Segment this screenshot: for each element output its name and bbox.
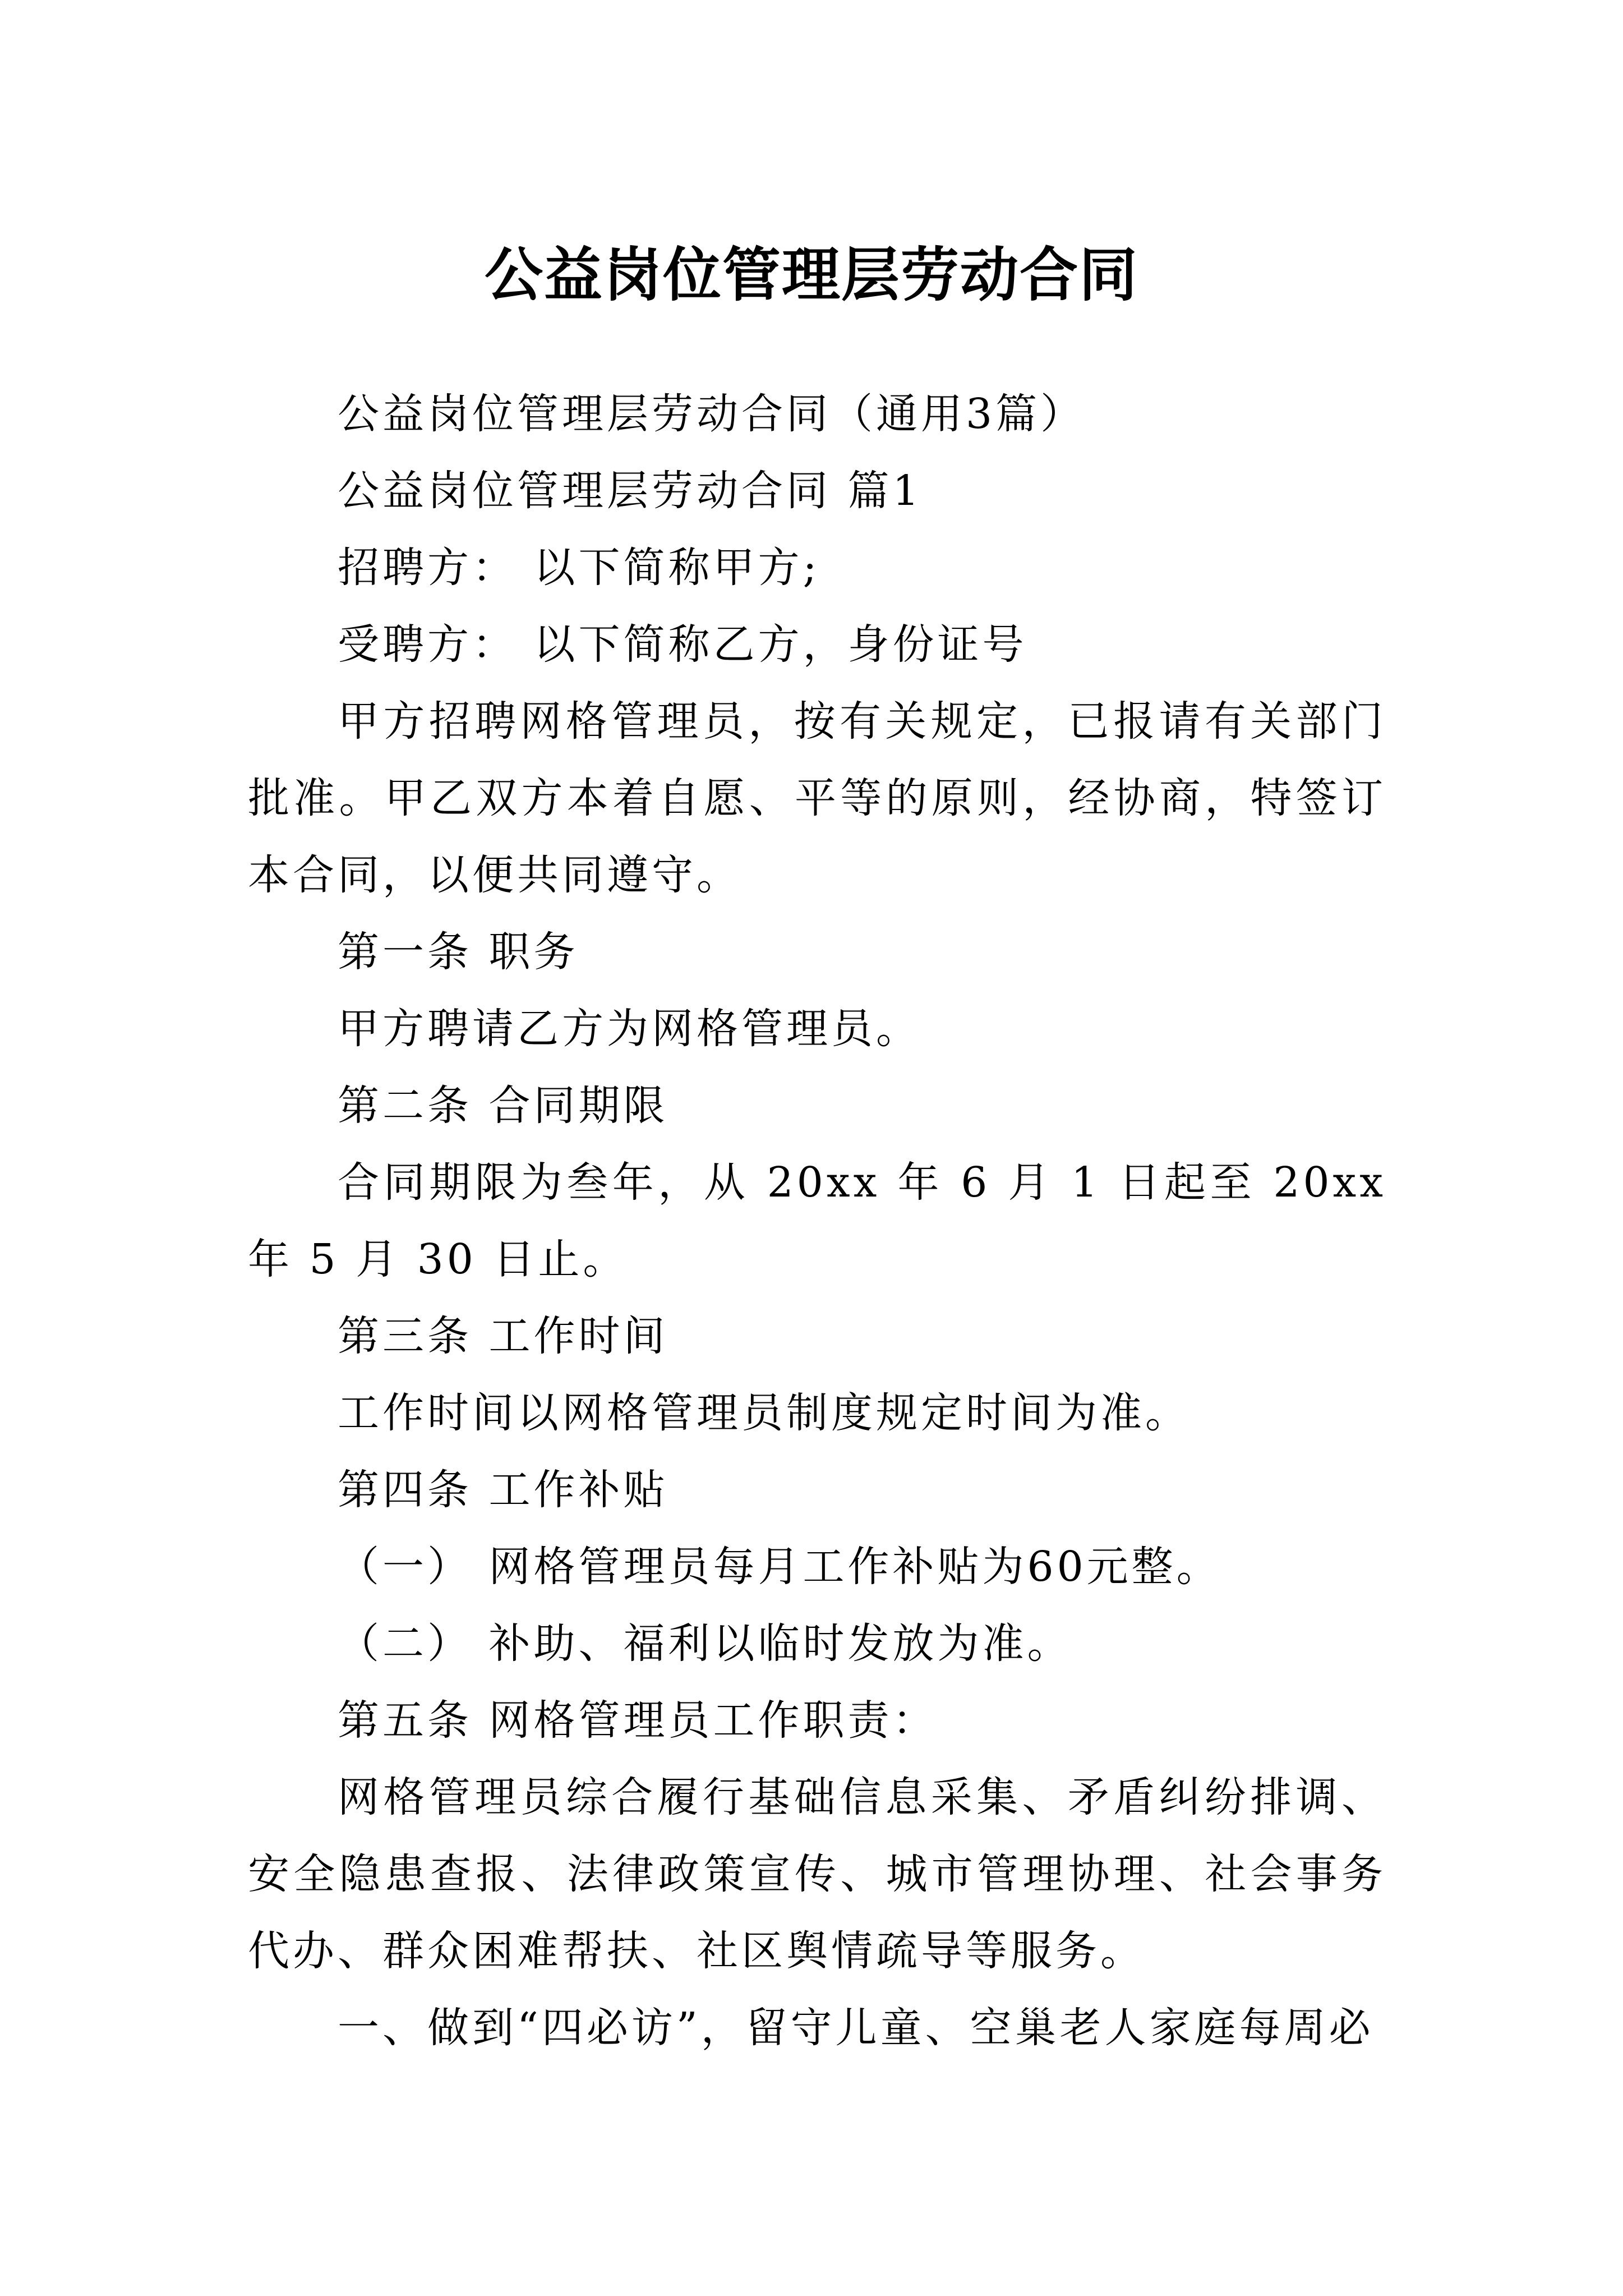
paragraph-preamble: 甲方招聘网格管理员，按有关规定，已报请有关部门批准。甲乙双方本着自愿、平等的原则，经协商，特签订本合同，以便共同遵守。: [248, 697, 1386, 899]
paragraph-duty-1: 一、做到“四必访”，留守儿童、空巢老人家庭每周必: [338, 2004, 1374, 2052]
paragraph-article-4-item-1: （一） 网格管理员每月工作补贴为60元整。: [338, 1543, 1221, 1591]
document-body: [248, 376, 1386, 2067]
paragraph-article-4-heading: 第四条 工作补贴: [338, 1466, 668, 1514]
paragraph-article-5-heading: 第五条 网格管理员工作职责：: [338, 1696, 938, 1745]
document-title: 公益岗位管理层劳动合同: [484, 240, 1138, 309]
paragraph-subtitle: 公益岗位管理层劳动合同（通用3篇）: [338, 390, 1086, 438]
paragraph-article-1-heading: 第一条 职务: [338, 928, 579, 976]
paragraph-article-1-body: 甲方聘请乙方为网格管理员。: [338, 1005, 921, 1053]
paragraph-article-3-heading: 第三条 工作时间: [338, 1312, 668, 1360]
paragraph-article-3-body: 工作时间以网格管理员制度规定时间为准。: [338, 1389, 1190, 1437]
paragraph-article-4-item-2: （二） 补助、福利以临时发放为准。: [338, 1619, 1072, 1668]
paragraph-article-2-heading: 第二条 合同期限: [338, 1082, 668, 1130]
paragraph-article-2-body: 合同期限为叁年，从 20xx 年 6 月 1 日起至 20xx 年 5 月 30 日止。: [248, 1158, 1386, 1283]
paragraph-employer: 招聘方： 以下简称甲方;: [338, 544, 820, 592]
paragraph-article-5-body: 网格管理员综合履行基础信息采集、矛盾纠纷排调、安全隐患查报、法律政策宣传、城市管理协理、社会事务代办、群众困难帮扶、社区舆情疏导等服务。: [248, 1773, 1386, 1975]
paragraph-employee: 受聘方： 以下简称乙方，身份证号: [338, 620, 1027, 669]
paragraph-section-heading: 公益岗位管理层劳动合同 篇1: [338, 467, 923, 515]
